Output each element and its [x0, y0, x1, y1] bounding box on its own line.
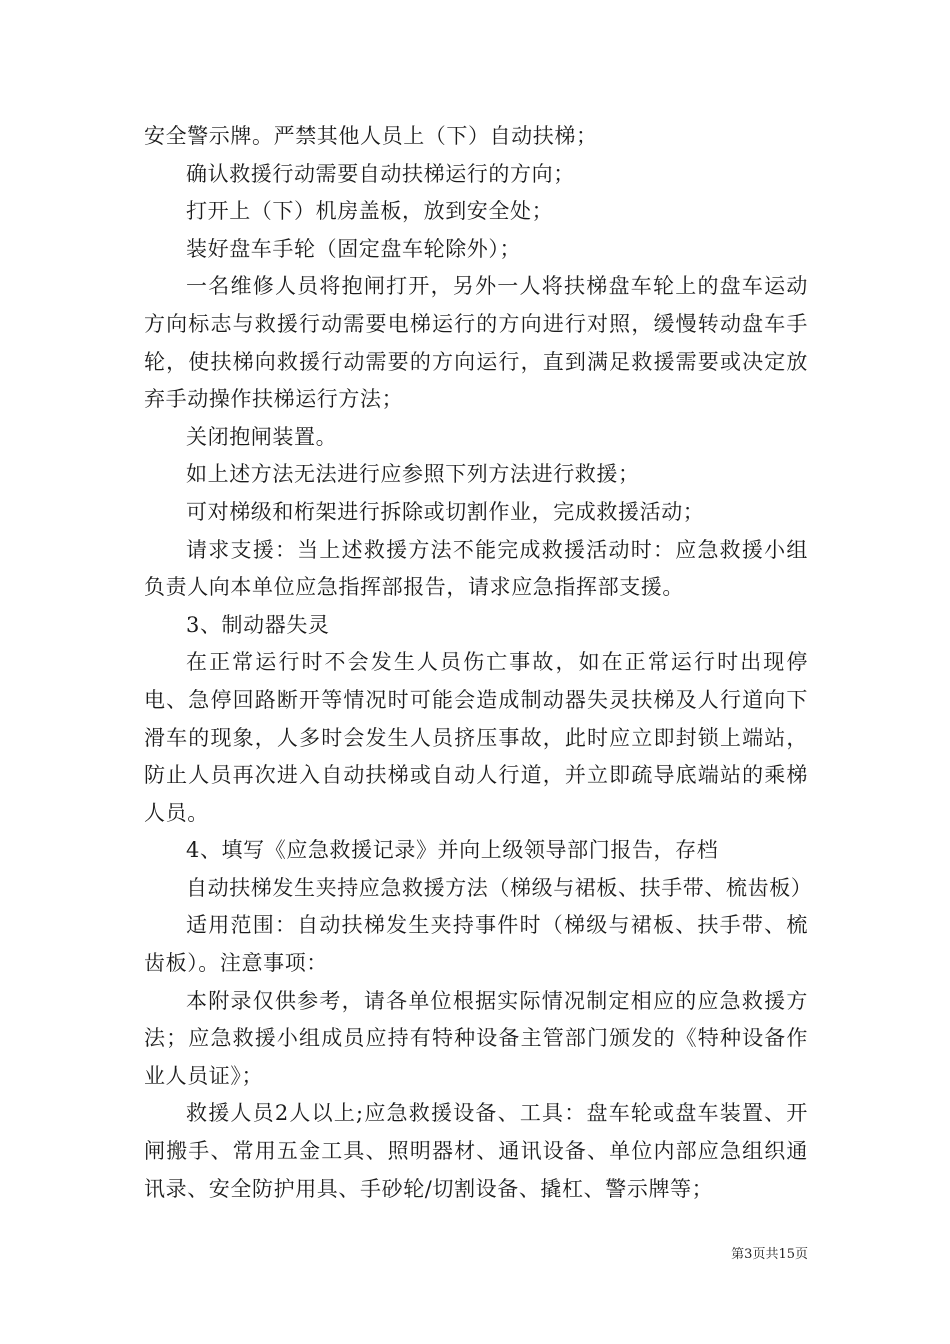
paragraph: 确认救援行动需要自动扶梯运行的方向； — [186, 161, 575, 186]
paragraph: 本附录仅供参考，请各单位根据实际情况制定相应的应急救援方法；应急救援小组成员应持有特种设备主管部门颁发的《特种设备作业人员证》； — [144, 988, 808, 1088]
paragraph: 如上述方法无法进行应参照下列方法进行救援； — [186, 462, 640, 487]
paragraph: 自动扶梯发生夹持应急救援方法（梯级与裙板、扶手带、梳齿板） — [186, 875, 813, 900]
paragraph: 在正常运行时不会发生人员伤亡事故，如在正常运行时出现停电、急停回路断开等情况时可能会造成制动器失灵扶梯及人行道向下滑车的现象，人多时会发生人员挤压事故，此时应立即封锁上端站，防止人员再次进入自动扶梯或自动人行道，并立即疏导底端站的乘梯人员。 — [144, 650, 808, 825]
paragraph: 适用范围：自动扶梯发生夹持事件时（梯级与裙板、扶手带、梳齿板）。注意事项： — [144, 913, 808, 976]
paragraph: 安全警示牌。严禁其他人员上（下）自动扶梯； — [144, 124, 598, 148]
page-number-footer: 第3页共15页 — [731, 1247, 808, 1262]
document-body — [144, 118, 813, 1208]
section-heading: 4、填写《应急救援记录》并向上级领导部门报告，存档 — [186, 838, 719, 863]
paragraph: 关闭抱闸装置。 — [186, 424, 338, 449]
section-heading: 3、制动器失灵 — [186, 612, 330, 637]
paragraph: 救援人员2人以上;应急救援设备、工具：盘车轮或盘车装置、开闸搬手、常用五金工具、照明器材、通讯设备、单位内部应急组织通讯录、安全防护用具、手砂轮/切割设备、撬杠、警示牌等； — [144, 1101, 808, 1201]
paragraph: 装好盘车手轮（固定盘车轮除外）； — [186, 236, 522, 261]
paragraph: 请求支援：当上述救援方法不能完成救援活动时：应急救援小组负责人向本单位应急指挥部报告，请求应急指挥部支援。 — [144, 537, 808, 600]
paragraph: 一名维修人员将抱闸打开，另外一人将扶梯盘车轮上的盘车运动方向标志与救援行动需要电梯运行的方向进行对照，缓慢转动盘车手轮，使扶梯向救援行动需要的方向运行，直到满足救援需要或决定放弃手动操作扶梯运行方法； — [144, 274, 808, 412]
paragraph: 可对梯级和桁架进行拆除或切割作业，完成救援活动； — [186, 499, 705, 524]
paragraph: 打开上（下）机房盖板，放到安全处； — [186, 199, 554, 224]
